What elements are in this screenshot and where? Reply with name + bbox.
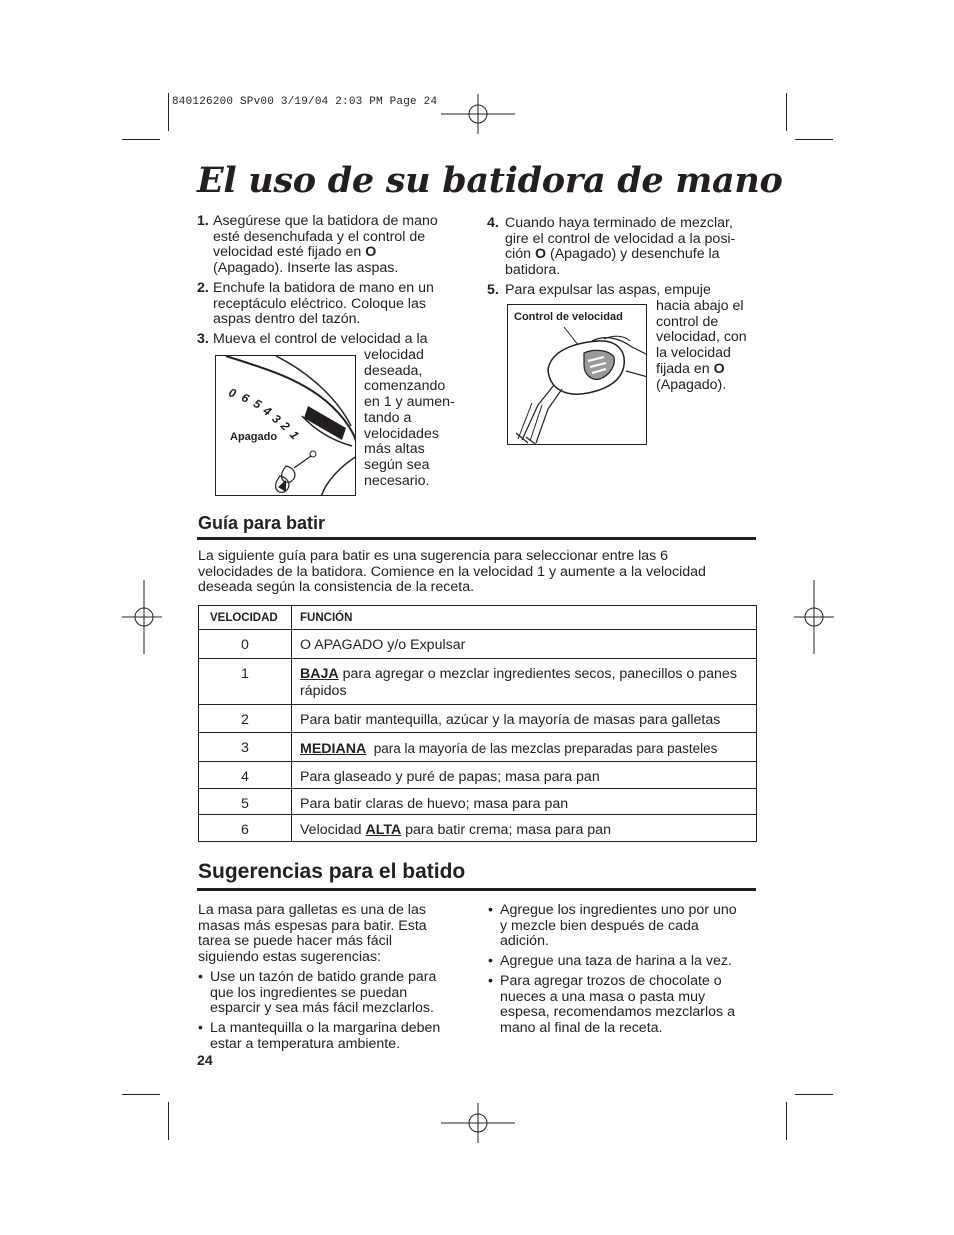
- step-5-side-text: [656, 299, 761, 393]
- speed-keyword: BAJA: [300, 666, 339, 682]
- speed-cell: 6: [199, 815, 292, 842]
- crop-mark: [168, 1102, 169, 1140]
- speed-cell: 0: [199, 630, 292, 659]
- step-line: más altas: [364, 441, 425, 458]
- step-line: fijada en O: [656, 360, 725, 377]
- step-line: esté desenchufada y el control de: [213, 228, 426, 245]
- tips-heading: Sugerencias para el batido: [198, 860, 466, 883]
- speed-keyword: MEDIANA: [300, 741, 367, 757]
- step-number: 3.: [197, 331, 209, 347]
- step-line: receptáculo eléctrico. Coloque las: [213, 295, 426, 312]
- dial-number: 1: [286, 427, 302, 443]
- table-row: [199, 789, 757, 815]
- table-row: [199, 705, 757, 733]
- crop-mark: [122, 139, 160, 140]
- speed-cell: 5: [199, 789, 292, 815]
- table-row: [199, 815, 757, 842]
- step-line: ción O (Apagado) y desenchufe la: [505, 246, 720, 263]
- function-cell: O APAGADO y/o Expulsar: [292, 630, 757, 659]
- function-cell: BAJA para agregar o mezclar ingredientes secos, panecillos o panes rápidos: [292, 659, 757, 705]
- function-cell: Velocidad ALTA para batir crema; masa para pan: [292, 815, 757, 842]
- function-cell: Para glaseado y puré de papas; masa para pan: [292, 762, 757, 789]
- step-line: tando a: [364, 409, 412, 426]
- step-number: 2.: [197, 280, 209, 296]
- crop-mark: [168, 93, 169, 131]
- list-item: • Agregue los ingredientes uno por uno y mezcle bien después de cada adición.: [488, 902, 737, 950]
- registration-mark-bottom: [441, 1103, 515, 1143]
- intro-line: tarea se puede hacer más fácil: [198, 933, 393, 950]
- column-header-function: FUNCIÓN: [292, 606, 757, 630]
- step-line: velocidad: [364, 347, 424, 363]
- table-row: [199, 659, 757, 705]
- step-line: Para expulsar las aspas, empuje: [505, 282, 711, 298]
- function-cell: Para batir mantequilla, azúcar y la mayoría de masas para galletas: [292, 705, 757, 733]
- step-line: Enchufe la batidora de mano en un: [213, 280, 434, 296]
- intro-line: siguiendo estas sugerencias:: [198, 949, 381, 966]
- crop-mark: [795, 139, 833, 140]
- registration-mark-left: [122, 580, 162, 654]
- step-line: Mueva el control de velocidad a la: [213, 331, 428, 347]
- figure-label-apagado: Apagado: [230, 431, 278, 443]
- step-number: 1.: [197, 213, 209, 229]
- figure-label-control-de-velocidad: Control de velocidad: [514, 311, 623, 323]
- speed-cell: 1: [199, 659, 292, 705]
- mixer-drawing: [508, 305, 647, 445]
- step-line: velocidad, con: [656, 329, 747, 346]
- guide-heading: Guía para batir: [198, 513, 326, 533]
- step-line: aspas dentro del tazón.: [213, 311, 361, 328]
- crop-mark: [786, 1102, 787, 1140]
- table-row: [199, 630, 757, 659]
- step-line: (Apagado). Inserte las aspas.: [213, 260, 399, 277]
- function-cell: Para batir claras de huevo; masa para pan: [292, 789, 757, 815]
- hand-mixer-illustration: [507, 304, 647, 445]
- guide-heading-rule: [197, 537, 756, 540]
- off-position-symbol: O: [713, 360, 725, 377]
- speed-guide-table: [198, 605, 757, 842]
- speed-dial-illustration: [215, 355, 356, 496]
- list-item: • Use un tazón de batido grande para que los ingredientes se puedan esparcir y sea más fácil mezclarlos.: [198, 969, 437, 1017]
- step-line: deseada,: [364, 362, 423, 379]
- dial-number: 2: [278, 418, 293, 434]
- function-cell: MEDIANA para la mayoría de las mezclas preparadas para pasteles: [292, 733, 757, 762]
- step-line: Asegúrese que la batidora de mano: [213, 213, 438, 229]
- tips-intro: [198, 903, 468, 966]
- intro-line: velocidades de la batidora. Comience en la velocidad 1 y aumente a la velocidad: [198, 563, 706, 580]
- speed-cell: 3: [199, 733, 292, 762]
- tips-right-bullets: [488, 903, 763, 1041]
- step-line: velocidad esté fijado en O: [213, 244, 377, 261]
- crop-mark: [122, 1094, 160, 1095]
- step-line: (Apagado).: [656, 376, 727, 393]
- dial-number: 4: [260, 403, 275, 419]
- step-line: necesario.: [364, 472, 430, 489]
- list-item: • Agregue una taza de harina a la vez.: [488, 953, 732, 970]
- intro-line: masas más espesas para batir. Esta: [198, 917, 427, 934]
- speed-keyword: ALTA: [365, 822, 402, 838]
- step-line: la velocidad: [656, 345, 731, 362]
- dial-number: 3: [269, 411, 284, 427]
- column-header-speed: VELOCIDAD: [199, 606, 292, 630]
- dial-number: 5: [250, 396, 264, 412]
- step-line: según sea: [364, 456, 430, 473]
- step-line: Cuando haya terminado de mezclar,: [505, 215, 733, 231]
- speed-cell: 4: [199, 762, 292, 789]
- off-position-symbol: O: [365, 244, 377, 261]
- off-position-symbol: O: [534, 246, 547, 263]
- speed-cell: 2: [199, 705, 292, 733]
- table-row: [199, 762, 757, 789]
- intro-line: La siguiente guía para batir es una sugerencia para seleccionar entre las 6: [198, 548, 669, 564]
- registration-mark-right: [794, 580, 834, 654]
- dial-number: 0: [226, 385, 238, 401]
- registration-mark-top: [441, 94, 515, 134]
- step-line: en 1 y aumen-: [364, 394, 455, 411]
- step-3-side-text: [364, 348, 474, 489]
- step-line: batidora.: [505, 262, 561, 279]
- step-line: control de: [656, 313, 719, 330]
- step-line: gire el control de velocidad a la posi-: [505, 230, 736, 247]
- table-row: [199, 733, 757, 762]
- step-number: 4.: [487, 215, 499, 231]
- dial-number: 6: [239, 390, 252, 406]
- table-header-row: [199, 606, 757, 630]
- tips-heading-rule: [197, 888, 756, 891]
- page-title: El uso de su batidora de mano: [197, 160, 783, 201]
- list-item: • La mantequilla o la margarina deben estar a temperatura ambiente.: [198, 1020, 441, 1052]
- intro-line: La masa para galletas es una de las: [198, 902, 426, 918]
- crop-mark: [795, 1094, 833, 1095]
- crop-mark: [786, 93, 787, 131]
- page-number: 24: [197, 1053, 213, 1069]
- guide-intro: [198, 549, 758, 596]
- step-line: velocidades: [364, 425, 439, 442]
- print-header: 840126200 SPv00 3/19/04 2:03 PM Page 24: [172, 96, 438, 108]
- tips-left-bullets: [198, 970, 473, 1057]
- step-line: comenzando: [364, 378, 446, 395]
- step-number: 5.: [487, 282, 499, 298]
- intro-line: deseada según la consistencia de la receta.: [198, 579, 475, 596]
- step-line: hacia abajo el: [656, 298, 744, 314]
- list-item: • Para agregar trozos de chocolate o nueces a una masa o pasta muy espesa, recomendamos mezclarlos a mano al final de la receta.: [488, 972, 735, 1036]
